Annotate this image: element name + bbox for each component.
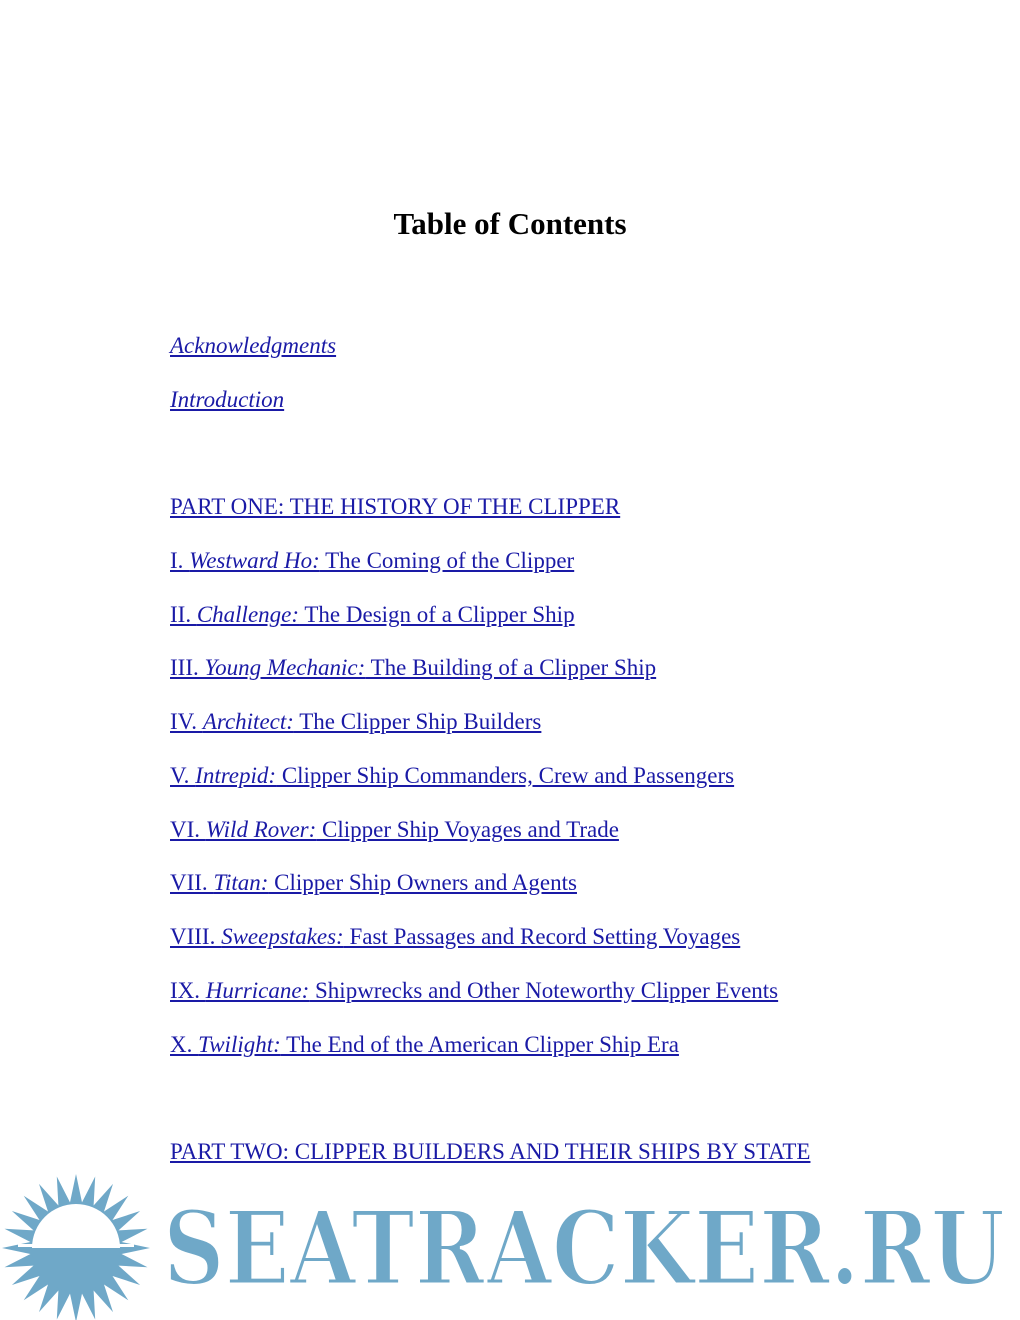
chapter-title: Fast Passages and Record Setting Voyages [343, 924, 741, 949]
chapter-ship-name: Challenge: [196, 602, 300, 627]
chapter-title: Clipper Ship Voyages and Trade [316, 817, 619, 842]
chapter-number: X. [170, 1032, 199, 1057]
toc-link-chapter-4[interactable] [170, 708, 541, 736]
toc-link-introduction[interactable] [170, 386, 284, 414]
chapter-number: IX. [170, 978, 206, 1003]
page-title: Table of Contents [393, 206, 627, 241]
chapter-number: VI. [170, 817, 206, 842]
toc-link-chapter-2[interactable] [170, 601, 575, 629]
chapter-ship-name: Sweepstakes: [221, 924, 344, 949]
chapter-ship-name: Young Mechanic: [204, 655, 366, 680]
chapter-number: I. [170, 548, 190, 573]
chapter-number: III. [170, 655, 205, 680]
chapter-ship-name: Hurricane: [205, 978, 310, 1003]
toc-link-chapter-5[interactable] [170, 762, 734, 790]
chapter-number: II. [170, 602, 197, 627]
watermark-text: SEATRACKER.RU [163, 1189, 1005, 1309]
chapter-ship-name: Titan: [213, 870, 269, 895]
sun-icon [2, 1174, 150, 1320]
chapter-title: The Coming of the Clipper [319, 548, 575, 573]
chapter-title: The Clipper Ship Builders [293, 709, 542, 734]
toc-link-label: Acknowledgments [170, 333, 337, 358]
toc-link-chapter-6[interactable] [170, 816, 619, 844]
chapter-title: The End of the American Clipper Ship Era [280, 1032, 679, 1057]
chapter-title: The Design of a Clipper Ship [299, 602, 575, 627]
toc-link-chapter-7[interactable] [170, 869, 577, 897]
toc-link-chapter-3[interactable] [170, 654, 656, 682]
chapter-number: V. [170, 763, 196, 788]
toc-link-part-one[interactable] [170, 493, 620, 521]
chapter-number: IV. [170, 709, 203, 734]
chapter-ship-name: Intrepid: [195, 763, 277, 788]
watermark [0, 1168, 1020, 1320]
chapter-ship-name: Architect: [202, 709, 294, 734]
toc-link-acknowledgments[interactable] [170, 332, 336, 360]
toc-link-chapter-8[interactable] [170, 923, 740, 951]
chapter-title: Clipper Ship Commanders, Crew and Passengers [276, 763, 735, 788]
chapter-number: VII. [170, 870, 214, 895]
chapter-ship-name: Twilight: [198, 1032, 281, 1057]
toc-link-label: Introduction [170, 387, 285, 412]
chapter-ship-name: Wild Rover: [205, 817, 317, 842]
toc-link-chapter-10[interactable] [170, 1031, 679, 1059]
chapter-title: The Building of a Clipper Ship [365, 655, 657, 680]
toc-link-chapter-9[interactable] [170, 977, 778, 1005]
part-heading-label: PART TWO: CLIPPER BUILDERS AND THEIR SHIPS BY STATE [170, 1139, 811, 1164]
chapter-title: Clipper Ship Owners and Agents [268, 870, 577, 895]
chapter-title: Shipwrecks and Other Noteworthy Clipper Events [309, 978, 779, 1003]
toc-link-part-two[interactable] [170, 1138, 810, 1166]
part-heading-label: PART ONE: THE HISTORY OF THE CLIPPER [170, 494, 621, 519]
chapter-number: VIII. [170, 924, 222, 949]
toc-link-chapter-1[interactable] [170, 547, 574, 575]
chapter-ship-name: Westward Ho: [189, 548, 320, 573]
